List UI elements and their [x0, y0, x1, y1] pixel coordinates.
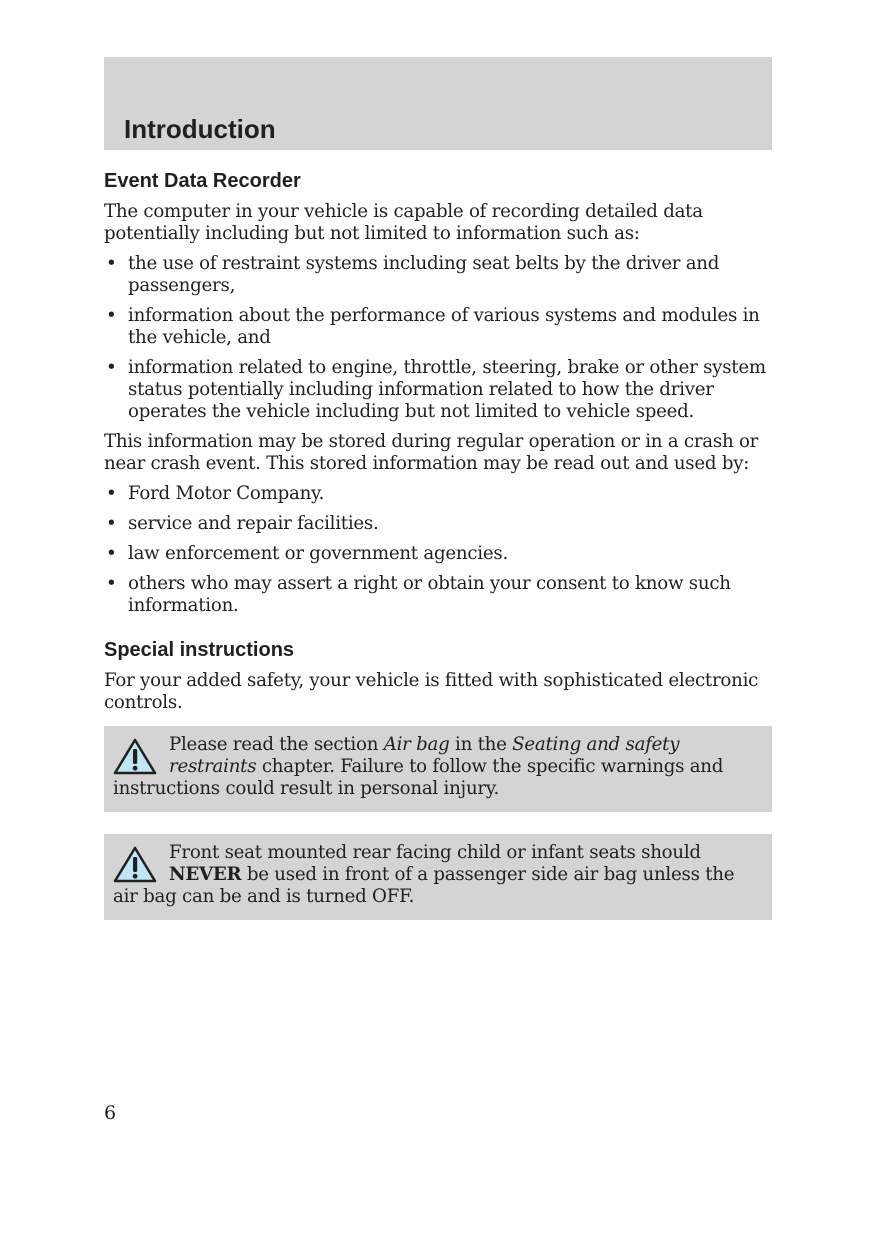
list-item: • service and repair facilities.	[104, 513, 772, 535]
warning-text: be used in front of a passenger side air bag unless the air bag can be and is turned OFF.	[113, 864, 735, 907]
list-item: • information related to engine, throttle, steering, brake or other system status potentially including information related to how the driver operates the vehicle including but not limited to vehicle speed.	[104, 357, 772, 423]
warning-box-air-bag	[104, 726, 772, 812]
warning-triangle-icon	[113, 846, 157, 884]
paragraph-intro: The computer in your vehicle is capable of recording detailed data potentially including but not limited to information such as:	[104, 201, 703, 244]
recorded-info-list	[104, 253, 772, 423]
list-item: • information about the performance of various systems and modules in the vehicle, and	[104, 305, 772, 349]
header-band	[104, 57, 772, 150]
emphasis-never: NEVER	[169, 864, 242, 885]
main-content	[104, 168, 772, 920]
list-item: • the use of restraint systems including seat belts by the driver and passengers,	[104, 253, 772, 297]
info-users-list	[104, 483, 772, 617]
page-number: 6	[104, 1102, 117, 1124]
list-item: • law enforcement or government agencies.	[104, 543, 772, 565]
warning-text: chapter. Failure to follow the specific warnings and instructions could result in personal injury.	[113, 756, 724, 799]
warning-box-child-seat	[104, 834, 772, 920]
warning-text: in the	[449, 734, 513, 755]
list-item: • others who may assert a right or obtain your consent to know such information.	[104, 573, 772, 617]
list-item: • Ford Motor Company.	[104, 483, 772, 505]
warning-text: Front seat mounted rear facing child or infant seats should	[169, 842, 701, 863]
section-heading-special-instructions: Special instructions	[104, 639, 295, 661]
page-title: Introduction	[124, 114, 276, 144]
warning-text: Please read the section	[169, 734, 384, 755]
paragraph-stored: This information may be stored during regular operation or in a crash or near crash event. This stored information may be read out and used by:	[104, 431, 759, 474]
emphasis-chapter-name: Seating and safety restraints	[169, 734, 680, 777]
emphasis-air-bag: Air bag	[383, 734, 450, 755]
warning-triangle-icon	[113, 738, 157, 776]
paragraph-special: For your added safety, your vehicle is fitted with sophisticated electronic controls.	[104, 670, 759, 713]
section-heading-event-data-recorder: Event Data Recorder	[104, 170, 301, 192]
